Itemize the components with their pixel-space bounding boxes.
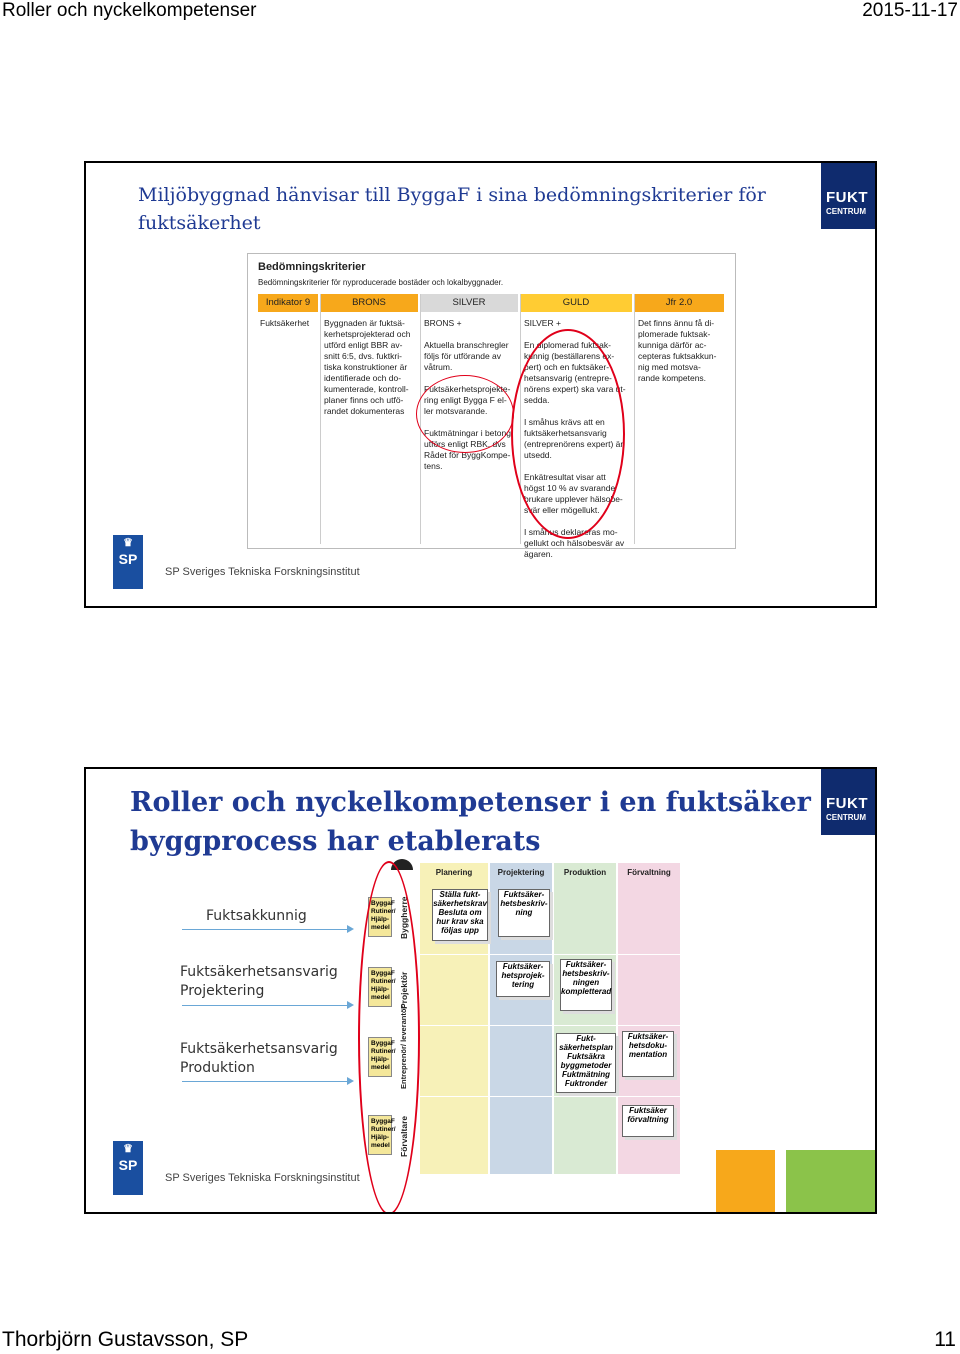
slide-2 bbox=[84, 767, 877, 1214]
page-header-date: 2015-11-17 bbox=[862, 0, 958, 21]
slide-1-title bbox=[138, 181, 766, 237]
slide-1-title-line1: Miljöbyggnad hänvisar till ByggaF i sina bedömningskriterier för bbox=[138, 184, 766, 206]
sp-logo: ♛ SP bbox=[113, 535, 143, 589]
cell-indikator: Fuktsäkerhet bbox=[260, 318, 310, 328]
slide-2-title bbox=[130, 783, 811, 861]
doc-beskrivning-kompletterad: Fuktsäker-hetsbeskriv-ningen kompletterad bbox=[560, 959, 612, 1011]
arrow-icon bbox=[182, 1081, 352, 1082]
doc-fuktsakerhetsprojektering: Fuktsäker-hetsprojek-tering bbox=[496, 961, 550, 997]
page-header-title: Roller och nyckelkompetenser bbox=[2, 0, 257, 21]
orange-square bbox=[716, 1150, 775, 1212]
label-fuktsakkunnig: Fuktsakkunnig bbox=[206, 908, 307, 924]
green-square bbox=[786, 1150, 875, 1212]
doc-fuktsakerhetsdokumentation: Fuktsäker-hetsdoku-mentation bbox=[622, 1031, 674, 1077]
label-fsa-projektering: Fuktsäkerhetsansvarig Projektering bbox=[180, 964, 338, 999]
table-header-row bbox=[258, 294, 724, 312]
highlight-oval bbox=[358, 861, 420, 1214]
phase-produktion: Produktion bbox=[563, 868, 607, 877]
fukt-centrum-logo: FUKT CENTRUM bbox=[821, 769, 875, 835]
role-byggherre: Byggherre bbox=[399, 896, 409, 939]
slide-1-title-line2: fuktsäkerhet bbox=[138, 212, 261, 234]
doc-fuktsaker-forvaltning: Fuktsäker förvaltning bbox=[622, 1105, 674, 1137]
book-icon-forvaltare: ByggaF Rutiner/ Hjälp-medel bbox=[368, 1115, 392, 1155]
cell-jfr: Det finns ännu få di- plomerade fuktsak- kunniga därför ac- cepteras fuktsakkun- nig med motsva- rande kompetens. bbox=[638, 318, 717, 383]
slide-2-title-line1: Roller och nyckelkompetenser i en fuktsäker bbox=[130, 787, 811, 818]
phase-column-produktion bbox=[554, 863, 616, 1174]
sp-logo: ♛ SP bbox=[113, 1141, 143, 1195]
cell-guld: SILVER + En diplomerad fuktsak- kunnig (beställarens ex- pert) och en fuktsäker- hetsansvarig (entrepre- nörens expert) ska vara ut- sedda. I småhus krävs att en fuktsäkerhetsansvarig (entreprenörens expert) är utsedd. Enkätresultat visar att högst 10 % av svarande brukare upplever hälsobe- svär eller mögellukt. I småhus deklareras mo- gellukt och hälsobesvär av ägaren. bbox=[524, 318, 626, 559]
table-subtitle: Bedömningskriterier för nyproducerade bostäder och lokalbyggnader. bbox=[258, 278, 504, 287]
doc-fuktsakerhetsplan: Fukt-säkerhetsplan Fuktsäkra byggmetoder Fuktmätning Fuktronder bbox=[556, 1033, 616, 1093]
cell-silver: BRONS + Aktuella branschregler följs för utförande av våtrum. Fuktsäkerhetsprojekte- ring enligt Bygga F el- ler motsvarande. Fuktmätningar i betong utförs enligt RBK, dvs Rådet för ByggKompe- tens. bbox=[424, 318, 511, 471]
book-icon-projektor: ByggaF Rutiner/ Hjälp-medel bbox=[368, 967, 392, 1007]
cell-brons: Byggnaden är fuktsä- kerhetsprojekterad och utförd enligt BBR av- snitt 6:5, dvs. fuktkri- tiska konstruktioner är identifierade och do- kumenterade, kontroll- planer finns och utfö- randet dokumenteras bbox=[324, 318, 411, 416]
header-silver: SILVER bbox=[420, 294, 518, 312]
header-indikator: Indikator 9 bbox=[258, 294, 318, 312]
book-icon-entreprenor: ByggaF Rutiner/ Hjälp-medel bbox=[368, 1037, 392, 1077]
header-jfr: Jfr 2.0 bbox=[634, 294, 724, 312]
phase-forvaltning: Förvaltning bbox=[627, 868, 671, 877]
slide-2-title-line2: byggprocess har etablerats bbox=[130, 826, 541, 857]
footer-page-number: 11 bbox=[934, 1328, 956, 1351]
highlight-oval-silver bbox=[416, 375, 514, 453]
doc-fuktsakerhetsbeskrivning: Fuktsäker-hetsbeskriv-ning bbox=[498, 889, 550, 937]
footer-author: Thorbjörn Gustavsson, SP bbox=[2, 1328, 249, 1351]
role-entreprenor: Entreprenör/ leverantör bbox=[399, 1005, 408, 1089]
doc-stalla-krav: Ställa fukt-säkerhetskrav Besluta om hur krav ska följas upp bbox=[432, 889, 488, 941]
phase-projektering: Projektering bbox=[497, 868, 545, 877]
label-fsa-produktion: Fuktsäkerhetsansvarig Produktion bbox=[180, 1041, 338, 1076]
header-brons: BRONS bbox=[320, 294, 418, 312]
arrow-icon bbox=[182, 929, 352, 930]
header-guld: GULD bbox=[520, 294, 632, 312]
arrow-icon bbox=[182, 1005, 352, 1006]
slide-1 bbox=[84, 161, 877, 608]
sp-institute-text: SP Sveriges Tekniska Forskningsinstitut bbox=[165, 1172, 360, 1184]
phase-planering: Planering bbox=[435, 868, 473, 877]
role-projektor: Projektör bbox=[399, 971, 409, 1009]
book-icon-byggherre: ByggaF Rutiner/ Hjälp-medel bbox=[368, 897, 392, 937]
fukt-centrum-logo: FUKT CENTRUM bbox=[821, 163, 875, 229]
role-forvaltare: Förvaltare bbox=[399, 1115, 409, 1157]
table-title: Bedömningskriterier bbox=[258, 261, 366, 273]
highlight-oval bbox=[511, 329, 625, 539]
sp-institute-text: SP Sveriges Tekniska Forskningsinstitut bbox=[165, 566, 360, 578]
